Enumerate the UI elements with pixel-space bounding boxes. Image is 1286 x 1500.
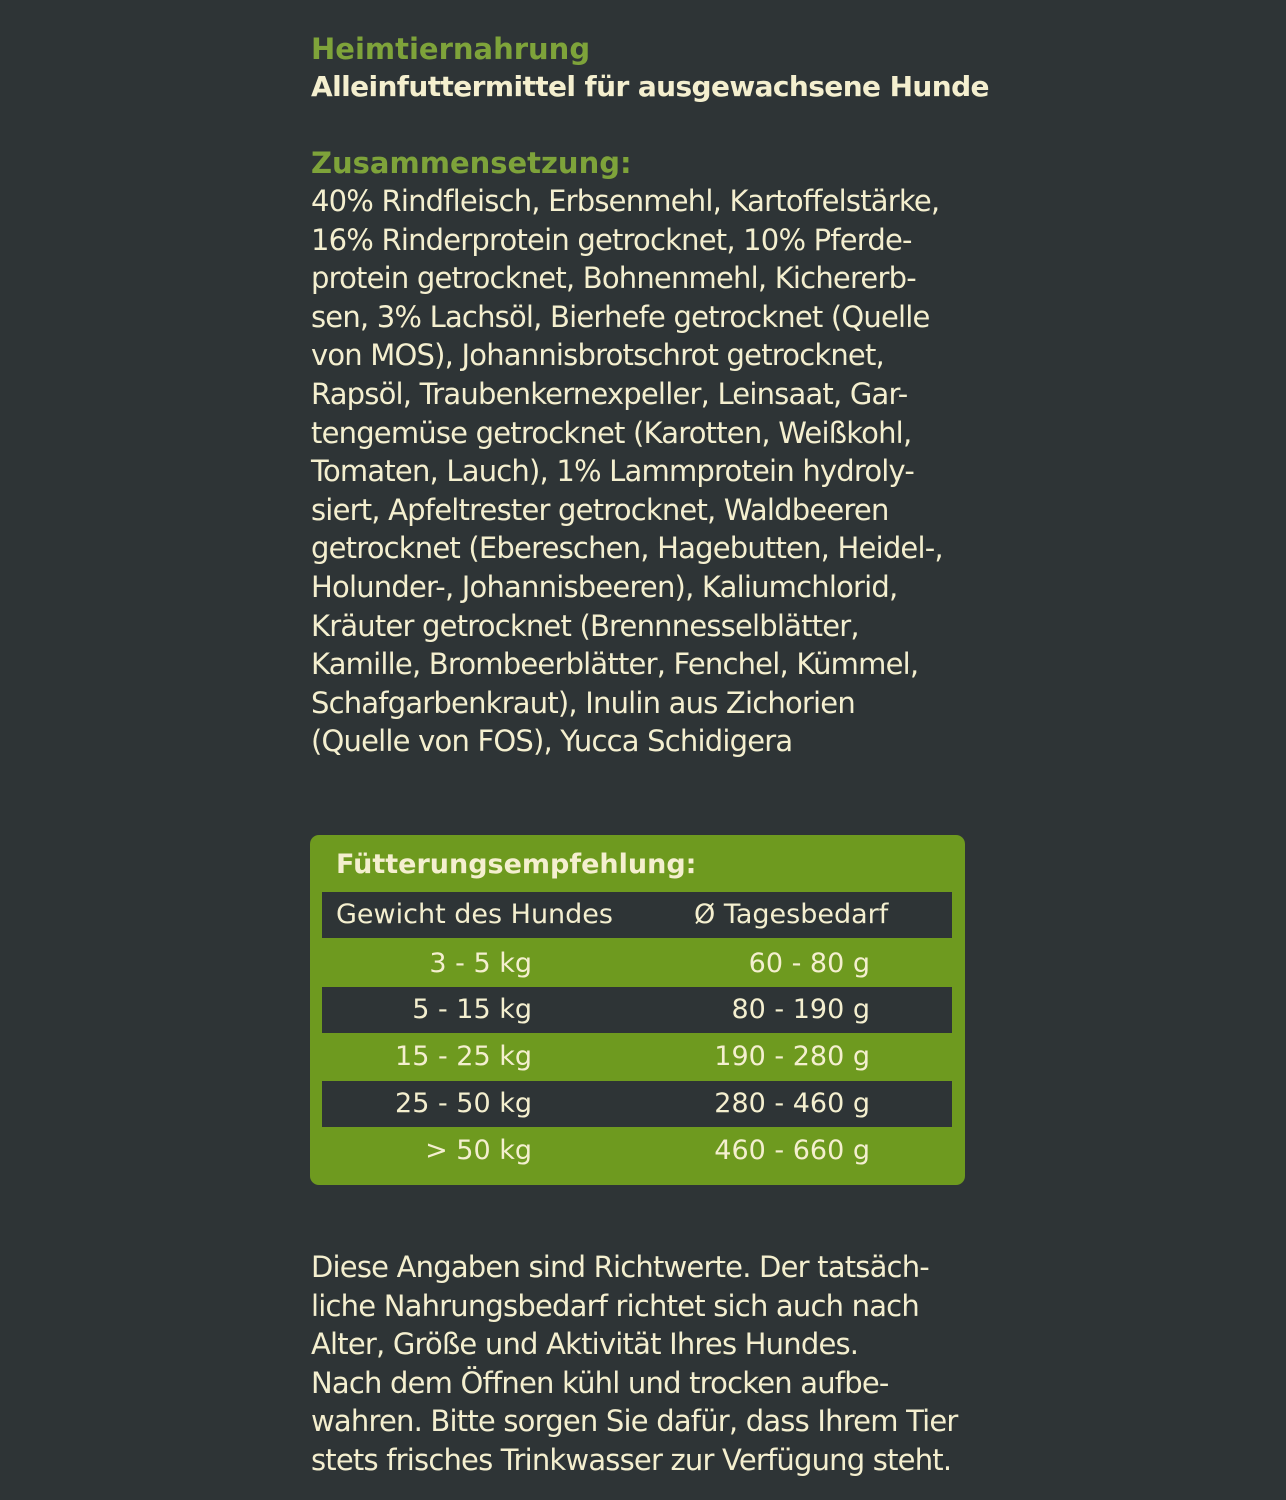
product-subtitle: Alleinfuttermittel für ausgewachsene Hunde xyxy=(311,70,989,103)
daily-cell: 80 - 190 g xyxy=(731,994,870,1025)
composition-line: tengemüse getrocknet (Karotten, Weißkohl, xyxy=(311,415,912,450)
composition-text xyxy=(311,182,971,761)
category-title: Heimtiernahrung xyxy=(311,32,591,66)
note-line: wahren. Bitte sorgen Sie dafür, dass Ihrem Tier xyxy=(311,1404,958,1438)
product-info xyxy=(311,30,989,761)
note-line: Alter, Größe und Aktivität Ihres Hundes. xyxy=(311,1327,859,1361)
composition-line: Rapsöl, Traubenkernexpeller, Leinsaat, Gar- xyxy=(311,376,908,411)
composition-line: (Quelle von FOS), Yucca Schidigera xyxy=(311,724,793,759)
weight-cell: 3 - 5 kg xyxy=(429,948,532,979)
note-line: Diese Angaben sind Richtwerte. Der tatsäch- xyxy=(311,1250,929,1284)
feeding-recommendation-box xyxy=(310,835,965,1185)
feeding-notes xyxy=(311,1248,971,1479)
daily-cell: 280 - 460 g xyxy=(714,1088,870,1119)
daily-cell: 60 - 80 g xyxy=(748,948,870,979)
table-row xyxy=(322,1034,952,1080)
table-row xyxy=(322,987,952,1033)
composition-line: siert, Apfeltrester getrocknet, Waldbeeren xyxy=(311,492,889,527)
column-header-weight: Gewicht des Hundes xyxy=(336,899,613,930)
note-line: liche Nahrungsbedarf richtet sich auch nach xyxy=(311,1288,919,1323)
column-header-daily: Ø Tagesbedarf xyxy=(694,899,889,930)
feeding-title: Fütterungsempfehlung: xyxy=(336,849,697,880)
composition-line: Holunder-, Johannisbeeren), Kaliumchlorid, xyxy=(311,569,898,604)
composition-line: Schafgarbenkraut), Inulin aus Zichorien xyxy=(311,685,855,720)
weight-cell: 25 - 50 kg xyxy=(395,1088,532,1119)
feeding-table-header xyxy=(322,892,952,938)
composition-line: protein getrocknet, Bohnenmehl, Kichererb- xyxy=(311,261,916,296)
table-row xyxy=(322,1081,952,1127)
weight-cell: > 50 kg xyxy=(425,1135,532,1166)
table-row xyxy=(322,1128,952,1174)
composition-line: sen, 3% Lachsöl, Bierhefe getrocknet (Quelle xyxy=(311,299,930,334)
composition-line: Kamille, Brombeerblätter, Fenchel, Kümmel, xyxy=(311,647,919,682)
composition-heading: Zusammensetzung: xyxy=(311,146,632,180)
daily-cell: 190 - 280 g xyxy=(714,1041,870,1072)
composition-line: Tomaten, Lauch), 1% Lammprotein hydroly- xyxy=(311,454,915,489)
note-line: stets frisches Trinkwasser zur Verfügung steht. xyxy=(311,1442,952,1477)
composition-line: Kräuter getrocknet (Brennnesselblätter, xyxy=(311,608,859,643)
composition-line: getrocknet (Ebereschen, Hagebutten, Heidel-, xyxy=(311,531,943,566)
note-line: Nach dem Öffnen kühl und trocken aufbe- xyxy=(311,1365,889,1400)
table-row xyxy=(322,941,952,987)
composition-line: von MOS), Johannisbrotschrot getrocknet, xyxy=(311,338,884,373)
composition-line: 16% Rinderprotein getrocknet, 10% Pferde- xyxy=(311,222,912,257)
daily-cell: 460 - 660 g xyxy=(714,1135,870,1166)
composition-line: 40% Rindfleisch, Erbsenmehl, Kartoffelstärke, xyxy=(311,184,940,218)
weight-cell: 15 - 25 kg xyxy=(395,1041,532,1072)
weight-cell: 5 - 15 kg xyxy=(412,994,532,1025)
